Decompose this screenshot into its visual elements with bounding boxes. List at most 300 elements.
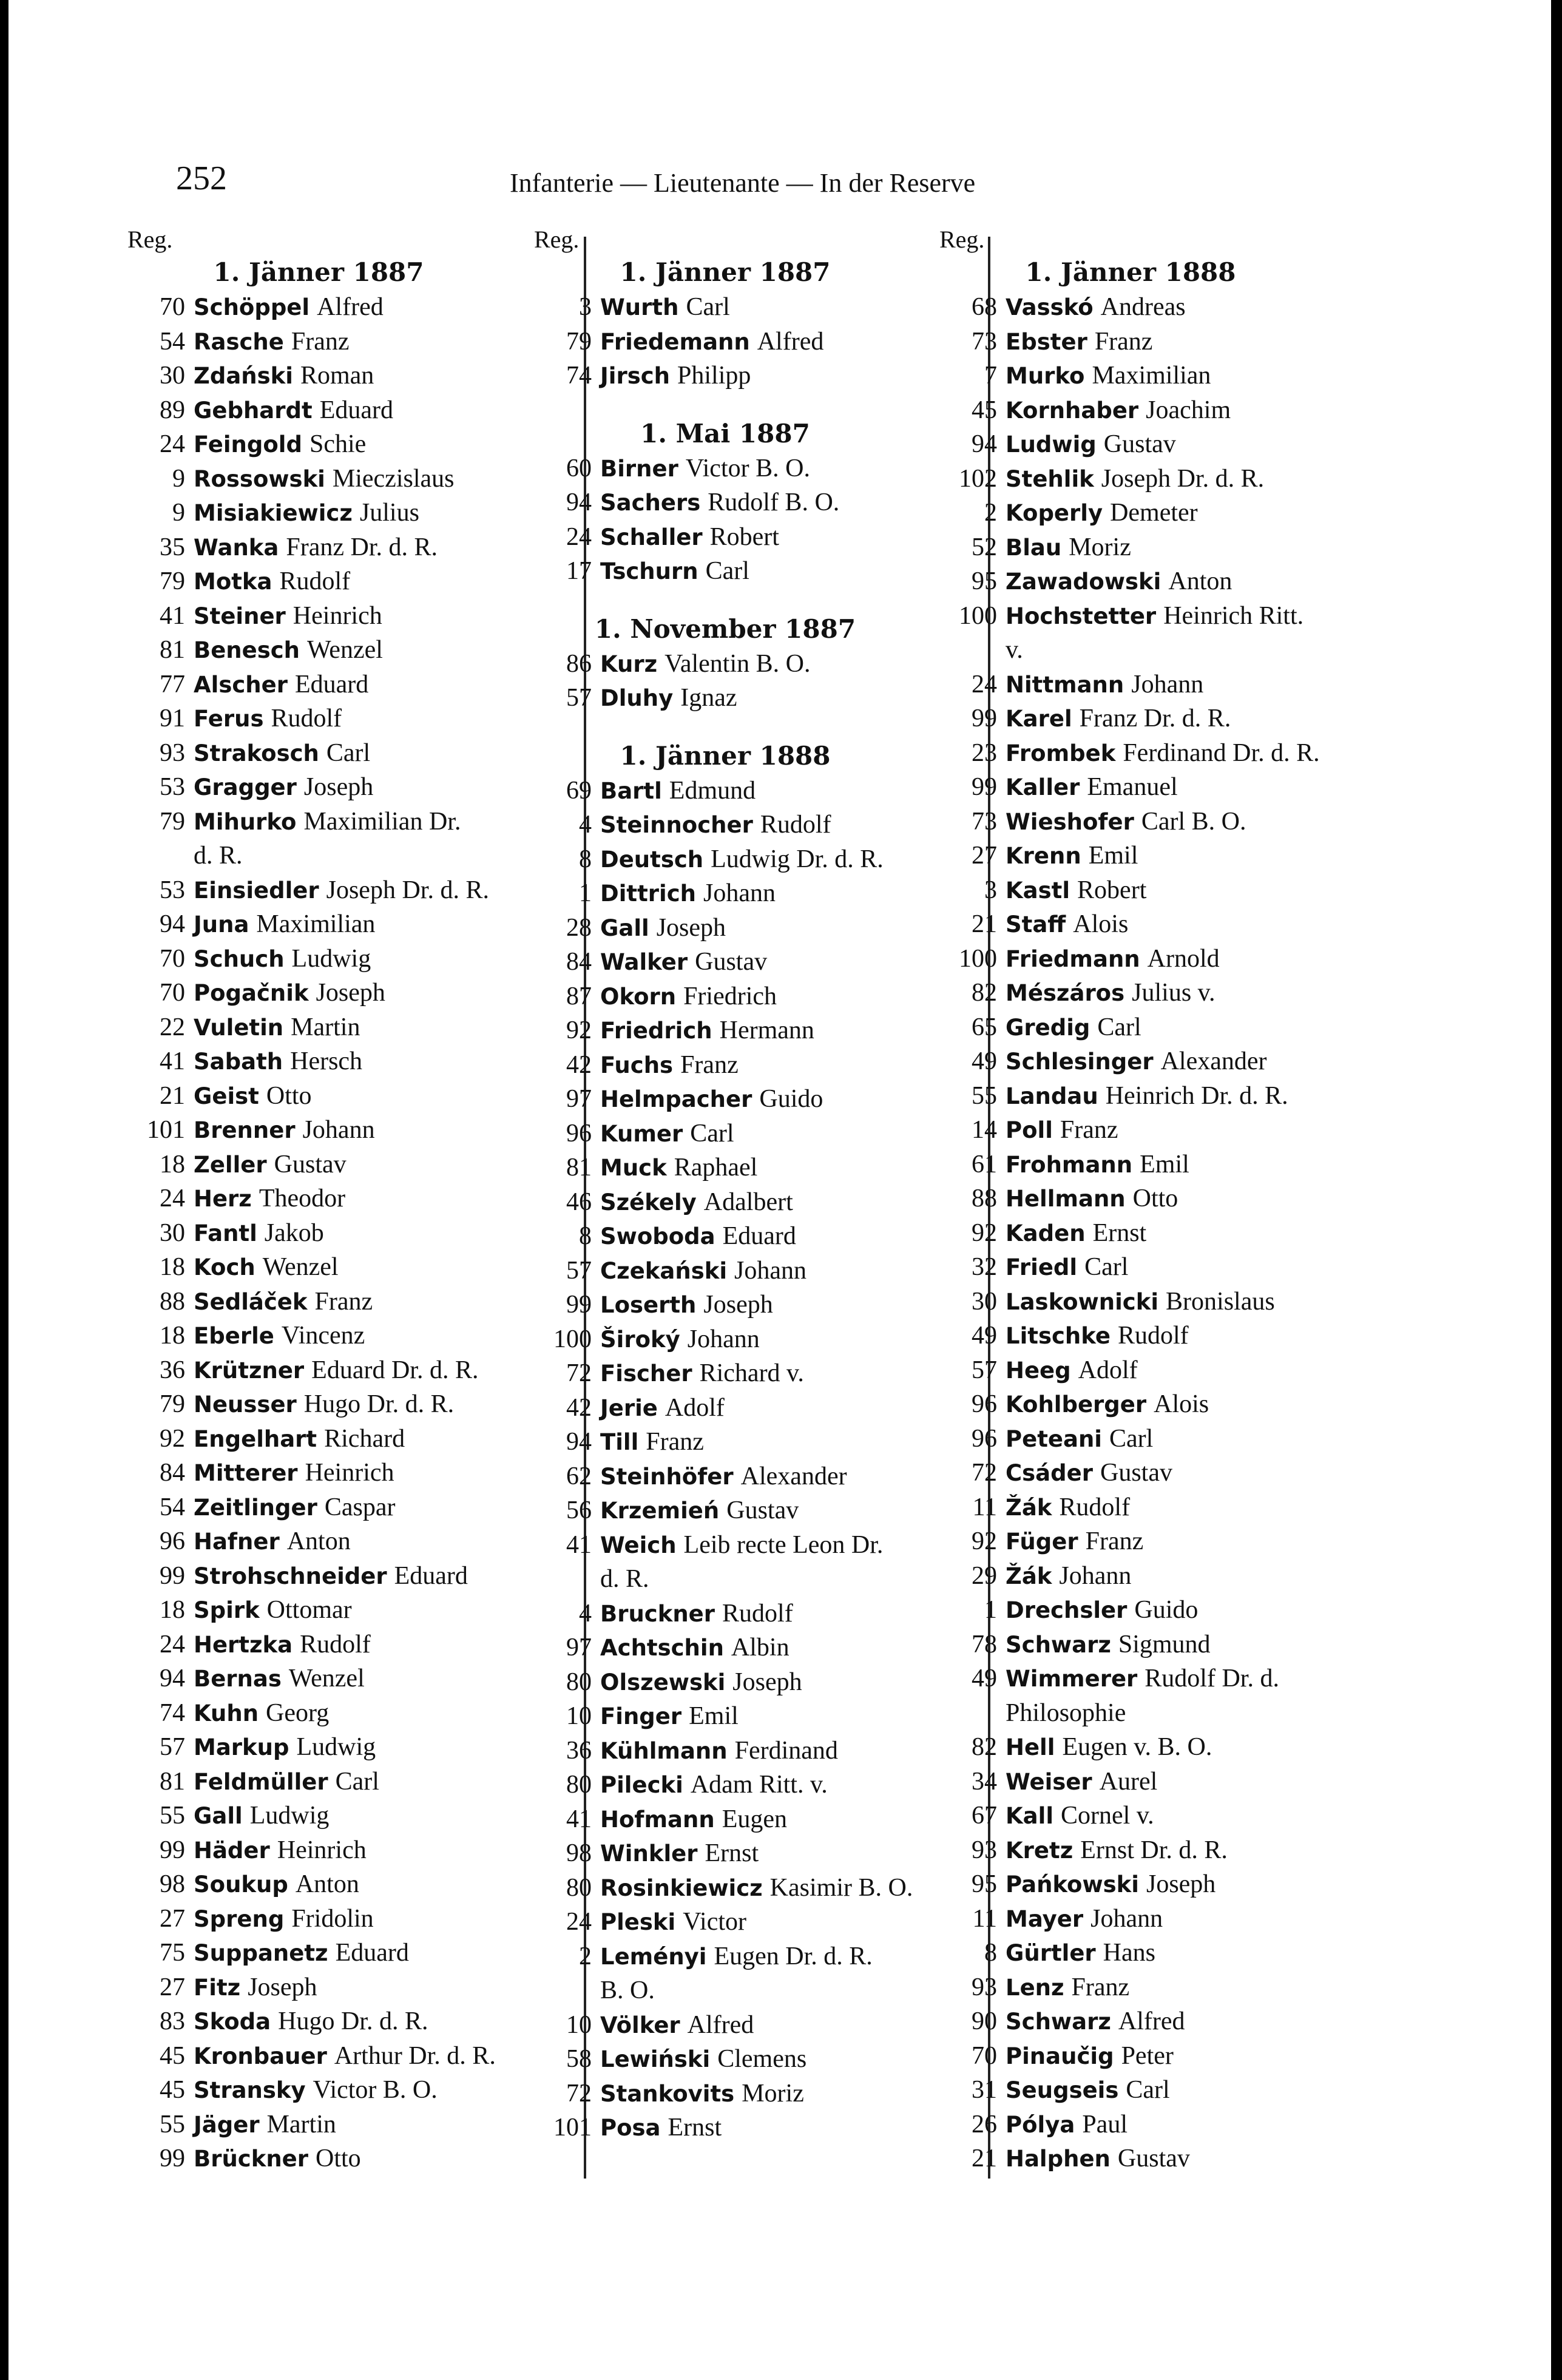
surname: Feingold [194,431,302,458]
list-entry [127,2039,564,2074]
list-entry [127,976,564,1010]
surname: Juna [194,911,249,938]
surname: Hofmann [600,1806,715,1833]
given-name: Heinrich Dr. d. R. [1105,1081,1288,1110]
given-name: Hersch [290,1047,363,1075]
regiment-number: 42 [566,1393,592,1422]
regiment-number: 94 [566,489,592,516]
given-name: Rudolf [722,1599,793,1628]
given-name: Martin [291,1013,360,1041]
regiment-number: 67 [972,1802,997,1830]
surname: Stankovits [600,2080,735,2107]
given-name: Carl [705,557,749,585]
given-name: Alfred [687,2010,754,2039]
given-name: Ernst [1092,1219,1147,1247]
given-name: Franz [1071,1973,1130,2001]
entry-continuation: Philosophie [1006,1699,1126,1727]
surname: Spreng [194,1905,285,1932]
given-name: Emil [1140,1150,1189,1178]
given-name: Roman [300,362,374,390]
given-name: Moriz [742,2079,804,2108]
surname: Deutsch [600,846,704,873]
entry-continuation: B. O. [600,1976,655,2004]
surname: Alscher [194,671,288,698]
surname: Steinhöfer [600,1463,734,1490]
given-name: Carl [686,293,730,321]
reg-header: Reg. [939,226,985,253]
regiment-number: 35 [160,533,185,561]
given-name: Otto [316,2145,361,2172]
surname: Lenz [1006,1974,1064,2001]
regiment-number: 8 [984,1939,997,1967]
regiment-number: 18 [160,1253,185,1281]
surname: Häder [194,1837,270,1864]
given-name: Joseph [316,979,385,1007]
given-name: Richard [324,1424,405,1453]
surname: Bruckner [600,1600,715,1627]
given-name: Ferdinand Dr. d. R. [1123,739,1320,767]
given-name: Franz [646,1428,704,1456]
list-entry [939,736,1376,771]
list-entry [127,701,564,736]
surname: Helmpacher [600,1086,752,1112]
regiment-number: 93 [972,1973,997,2001]
list-entry [127,1010,564,1045]
regiment-number: 98 [160,1870,185,1898]
regiment-number: 11 [972,1493,997,1521]
list-entry [127,942,564,976]
surname: Gall [194,1803,243,1829]
list-entry [127,907,564,942]
surname: Brückner [194,2146,309,2172]
given-name: Edmund [669,776,756,805]
list-entry [534,1356,971,1391]
regiment-number: 24 [566,1908,592,1936]
list-entry [939,359,1376,393]
list-entry [534,1082,971,1117]
surname: Pleski [600,1909,676,1935]
surname: Peteani [1006,1425,1102,1452]
list-entry [939,1970,1376,2005]
given-name: Joseph [303,773,374,801]
list-entry [939,873,1376,908]
regiment-number: 72 [972,1459,997,1487]
list-entry [939,1662,1376,1696]
list-entry [534,1871,971,1905]
surname: Pilecki [600,1772,683,1798]
given-name: Carl [335,1767,379,1796]
surname: Hafner [194,1529,280,1555]
given-name: Joachim [1146,396,1231,424]
given-name: Johann [1090,1904,1163,1933]
given-name: Ernst [668,2114,722,2142]
list-entry [939,1936,1376,1970]
given-name: Eduard [722,1222,796,1250]
given-name: Schie [309,430,367,458]
reg-header: Reg. [534,226,580,253]
date-heading: 1. November 1887 [594,614,856,644]
list-entry [534,1836,971,1871]
given-name: Maximilian [1092,362,1211,390]
list-entry [127,1559,564,1594]
regiment-number: 55 [160,2110,185,2138]
list-entry [939,1285,1376,1319]
given-name: Emil [1088,842,1138,870]
list-entry [939,1387,1376,1422]
list-entry [534,1939,971,1974]
given-name: Anton [1168,567,1232,595]
given-name: Carl [1109,1424,1154,1453]
surname: Kurz [600,651,658,677]
surname: Hell [1006,1734,1055,1760]
regiment-number: 93 [972,1836,997,1864]
given-name: Fridolin [291,1904,374,1933]
regiment-number: 96 [160,1527,185,1555]
given-name: Joseph Dr. d. R. [1101,464,1265,493]
surname: Csáder [1006,1460,1093,1486]
entry-continuation: d. R. [194,842,243,870]
given-name: Johann [734,1256,807,1285]
surname: Zeitlinger [194,1494,317,1521]
entry-continuation: d. R. [600,1565,649,1593]
regiment-number: 65 [972,1013,997,1041]
given-name: Richard v. [699,1359,804,1387]
surname: Žák [1006,1563,1052,1589]
list-entry [127,564,564,599]
surname: Fuchs [600,1052,674,1078]
surname: Benesch [194,637,300,663]
given-name: Franz [1060,1116,1118,1144]
given-name: Alexander [1160,1047,1267,1075]
regiment-number: 36 [566,1736,592,1765]
list-entry [939,1319,1376,1353]
list-entry [534,1254,971,1288]
surname: Halphen [1006,2146,1111,2172]
given-name: Heinrich Ritt. [1163,601,1304,630]
surname: Vuletin [194,1014,284,1041]
given-name: Julius v. [1132,979,1215,1007]
given-name: Guido [759,1085,823,1113]
given-name: Raphael [674,1154,758,1182]
regiment-number: 11 [972,1904,997,1933]
regiment-number: 99 [160,1836,185,1864]
list-entry [127,1113,564,1148]
regiment-number: 18 [160,1322,185,1350]
surname: Frombek [1006,740,1116,766]
given-name: Franz [680,1050,739,1079]
regiment-number: 94 [160,910,185,938]
regiment-number: 97 [566,1634,592,1662]
given-name: Carl [1097,1013,1141,1041]
list-entry [534,1665,971,1700]
surname: Olszewski [600,1669,726,1695]
list-entry [127,1902,564,1936]
surname: Herz [194,1186,252,1212]
surname: Schuch [194,945,285,972]
list-entry [534,945,971,979]
surname: Nittmann [1006,671,1124,698]
surname: Leményi [600,1943,707,1970]
regiment-number: 79 [160,567,185,595]
list-entry [534,774,971,808]
regiment-number: 69 [566,776,592,805]
list-entry [939,1113,1376,1148]
list-entry [534,911,971,945]
given-name: Alois [1073,910,1129,938]
regiment-number: 62 [566,1462,592,1490]
regiment-number: 96 [972,1390,997,1418]
regiment-number: 100 [959,601,997,630]
regiment-number: 81 [160,636,185,664]
section-spacer [534,589,971,612]
list-entry [127,1079,564,1114]
given-name: Caspar [324,1493,396,1521]
regiment-number: 52 [972,533,997,561]
surname: Weich [600,1532,677,1558]
given-name: Hugo Dr. d. R. [278,2007,428,2035]
surname: Laskownicki [1006,1288,1159,1315]
regiment-number: 23 [972,739,997,767]
list-entry [534,2111,971,2145]
regiment-number: 95 [972,567,997,595]
surname: Strakosch [194,740,319,766]
given-name: Paul [1082,2110,1128,2138]
surname: Till [600,1429,639,1455]
surname: Friedrich [600,1018,712,1044]
list-entry [127,1456,564,1490]
list-entry [127,1490,564,1525]
given-name: Adolf [664,1393,725,1422]
regiment-number: 55 [160,1802,185,1830]
list-entry [127,393,564,428]
list-entry [534,1459,971,1494]
list-entry [939,805,1376,839]
list-entry [127,2004,564,2039]
regiment-number: 88 [160,1287,185,1316]
given-name: Hans [1103,1939,1155,1967]
given-name: Rudolf [760,811,831,839]
list-entry [534,1528,971,1563]
regiment-number: 90 [972,2007,997,2035]
surname: Kuhn [194,1700,259,1726]
given-name: Maximilian Dr. [303,807,461,836]
given-name: Clemens [717,2045,807,2073]
regiment-number: 79 [160,807,185,836]
regiment-number: 9 [172,464,185,493]
given-name: Emanuel [1087,773,1178,801]
regiment-number: 57 [566,1256,592,1285]
given-name: Franz [291,327,350,356]
list-entry [939,496,1376,530]
regiment-number: 41 [566,1530,592,1559]
list-entry [534,554,971,589]
given-name: Guido [1134,1596,1199,1624]
surname: Skoda [194,2009,271,2035]
surname: Hellmann [1006,1186,1126,1212]
surname: Strohschneider [194,1563,387,1589]
surname: Stransky [194,2077,306,2103]
surname: Székely [600,1189,697,1215]
surname: Neusser [194,1391,297,1418]
surname: Jäger [194,2111,260,2138]
list-entry [939,1148,1376,1182]
list-entry [534,1117,971,1151]
surname: Gebhardt [194,397,313,424]
given-name: Joseph [1146,1870,1216,1898]
given-name: Demeter [1110,499,1198,527]
list-entry [534,681,971,715]
list-entry [939,1182,1376,1216]
surname: Žák [1006,1494,1052,1521]
list-entry [939,290,1376,325]
regiment-number: 96 [566,1119,592,1148]
surname: Gredig [1006,1014,1090,1041]
regiment-number: 87 [566,982,592,1010]
given-name: Franz [1094,327,1153,356]
regiment-number: 99 [160,1561,185,1590]
given-name: Otto [1132,1185,1178,1212]
given-name: Arthur Dr. d. R. [334,2041,496,2070]
surname: Fischer [600,1361,692,1387]
regiment-number: 17 [566,557,592,585]
given-name: Victor B. O. [313,2076,438,2104]
regiment-number: 42 [566,1050,592,1079]
regiment-number: 7 [984,362,997,390]
regiment-number: 74 [566,362,592,390]
surname: Kohlberger [1006,1391,1147,1418]
given-name: Heinrich [292,601,382,630]
list-entry [939,1730,1376,1765]
surname: Dluhy [600,685,674,711]
list-entry [534,808,971,842]
surname: Seugseis [1006,2077,1119,2103]
list-entry [127,1867,564,1902]
regiment-number: 101 [553,2114,592,2142]
regiment-number: 96 [972,1424,997,1453]
given-name: Alfred [757,327,824,356]
list-entry [127,496,564,530]
list-entry [127,1833,564,1868]
given-name: Arnold [1147,944,1220,973]
given-name: Ottomar [266,1596,352,1624]
given-name: Eduard Dr. d. R. [311,1356,479,1384]
given-name: Gustav [726,1496,799,1524]
date-heading: 1. Mai 1887 [640,418,810,448]
list-entry [534,290,971,325]
regiment-number: 80 [566,1668,592,1696]
given-name: Heinrich [277,1836,367,1864]
surname: Wimmerer [1006,1666,1138,1692]
regiment-number: 18 [160,1596,185,1624]
regiment-number: 94 [566,1428,592,1456]
regiment-number: 30 [160,362,185,390]
regiment-number: 45 [160,2041,185,2070]
list-entry [534,1219,971,1254]
list-entry [939,1765,1376,1799]
regiment-number: 27 [160,1904,185,1933]
surname: Schwarz [1006,1631,1111,1658]
surname: Blau [1006,534,1062,561]
section-spacer [534,393,971,416]
regiment-number: 95 [972,1870,997,1898]
list-entry [939,1010,1376,1045]
regiment-number: 24 [160,430,185,458]
regiment-number: 21 [160,1081,185,1110]
given-name: Eugen v. B. O. [1062,1733,1212,1761]
date-heading: 1. Jänner 1888 [620,740,831,771]
list-entry [939,1833,1376,1868]
given-name: Hermann [719,1016,814,1044]
surname: Rossowski [194,465,325,492]
regiment-number: 21 [972,2145,997,2172]
regiment-number: 4 [579,1599,592,1628]
regiment-number: 100 [553,1325,592,1353]
given-name: Franz [314,1287,373,1316]
surname: Sedláček [194,1288,308,1315]
list-entry [127,1148,564,1182]
regiment-number: 57 [972,1356,997,1384]
surname: Völker [600,2012,680,2038]
surname: Mihurko [194,808,297,835]
list-entry [534,2077,971,2111]
regiment-number: 56 [566,1496,592,1524]
regiment-number: 46 [566,1188,592,1216]
list-entry [939,976,1376,1010]
regiment-number: 83 [160,2007,185,2035]
surname: Drechsler [1006,1597,1128,1623]
given-name: Ludwig [291,944,371,973]
surname: Landau [1006,1083,1098,1109]
surname: Litschke [1006,1323,1111,1349]
list-entry [939,1902,1376,1936]
given-name: Robert [709,522,779,551]
given-name: Aurel [1099,1767,1158,1796]
given-name: Eugen [722,1805,787,1833]
list-entry [127,736,564,771]
reg-header: Reg. [127,226,173,253]
given-name: Joseph Dr. d. R. [326,876,489,904]
list-entry [127,1970,564,2005]
regiment-number: 49 [972,1322,997,1350]
list-entry [939,839,1376,873]
given-name: Georg [266,1699,330,1727]
regiment-number: 1 [579,879,592,907]
column-2 [534,225,971,2145]
regiment-number: 82 [972,1733,997,1761]
given-name: Leib recte Leon Dr. [683,1530,884,1559]
surname: Dittrich [600,881,696,907]
list-entry [534,1151,971,1185]
list-entry [534,1905,971,1939]
regiment-number: 99 [566,1291,592,1319]
surname: Staff [1006,911,1066,938]
given-name: Robert [1077,876,1147,904]
surname: Frohmann [1006,1151,1133,1178]
given-name: Adam Ritt. v. [690,1771,828,1799]
regiment-number: 72 [566,2079,592,2108]
surname: Gragger [194,774,297,800]
list-entry [939,942,1376,976]
list-entry [127,1936,564,1970]
regiment-number: 3 [984,876,997,904]
regiment-number: 80 [566,1771,592,1799]
surname: Bernas [194,1666,282,1692]
surname: Soukup [194,1871,288,1898]
regiment-number: 32 [972,1253,997,1281]
surname: Fantl [194,1220,257,1246]
surname: Tschurn [600,558,698,584]
given-name: Eduard [294,670,369,698]
